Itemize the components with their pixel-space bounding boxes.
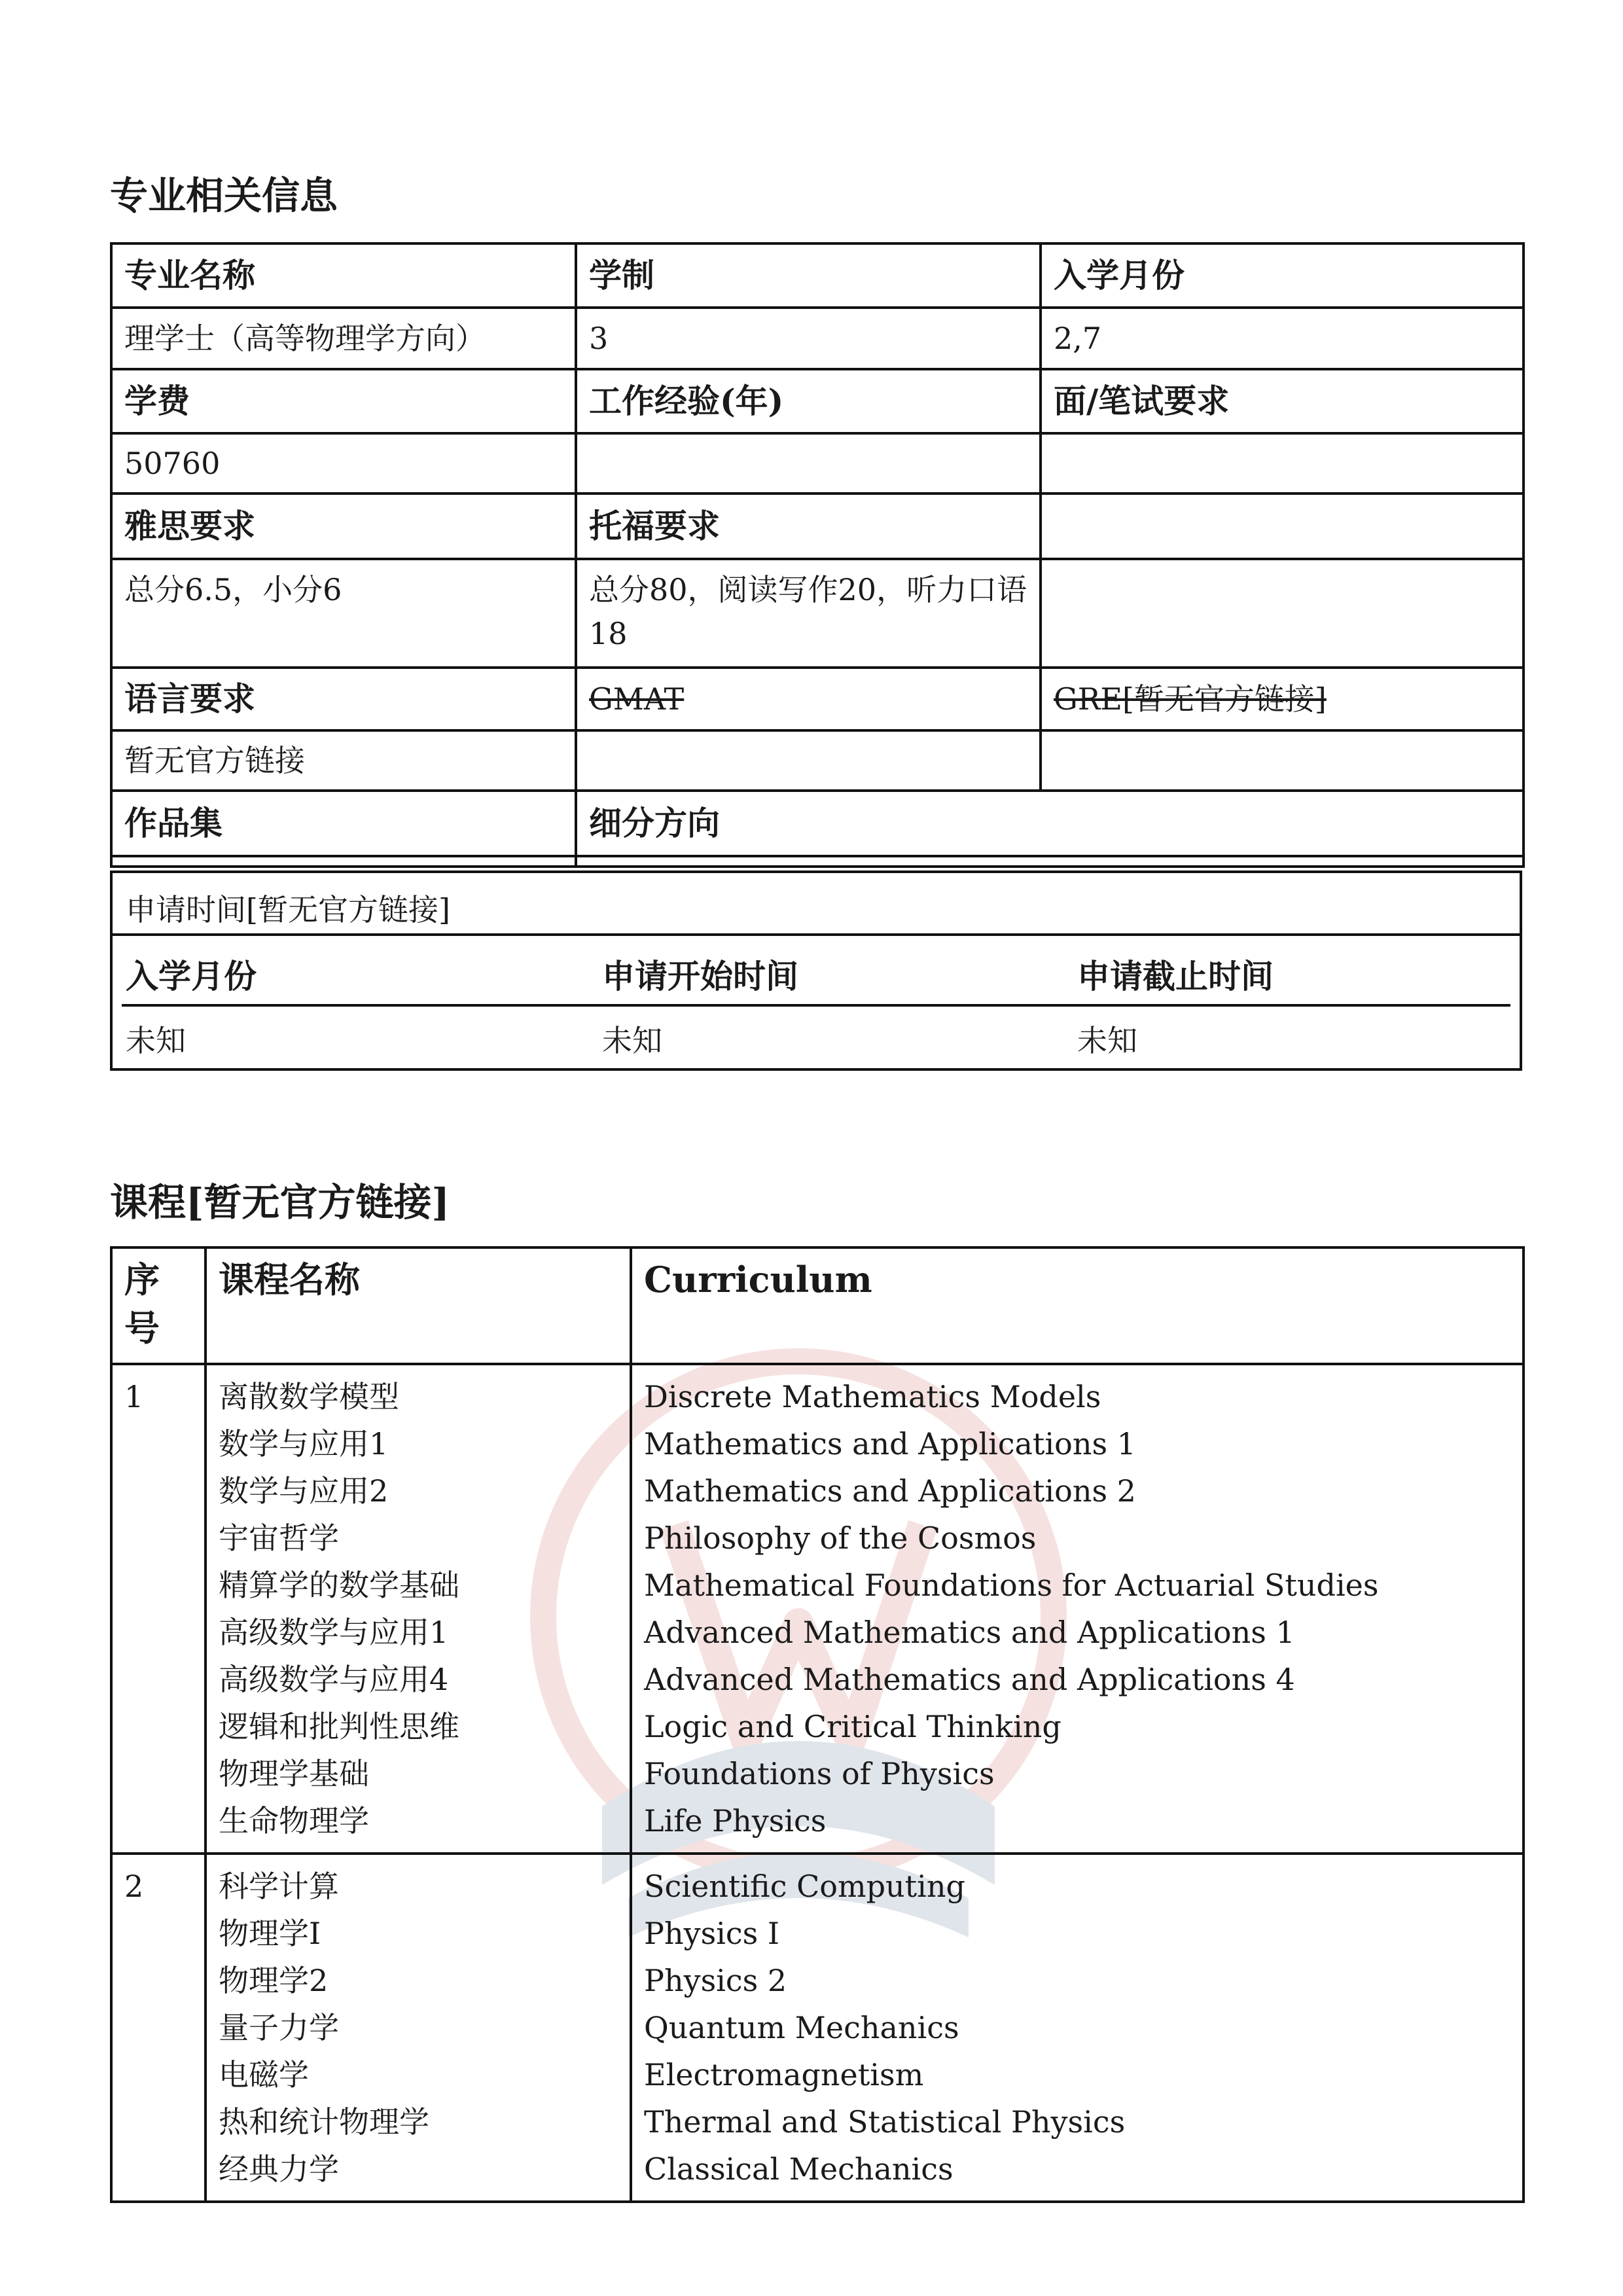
app-header-deadline: 申请截止时间: [1077, 957, 1274, 996]
list-item: 精算学的数学基础: [219, 1568, 459, 1603]
list-item: Mathematical Foundations for Actuarial Studies: [644, 1568, 1379, 1603]
header-empty: [1041, 493, 1524, 559]
header-language-requirement: 语言要求: [111, 668, 576, 730]
list-item: Thermal and Statistical Physics: [644, 2104, 1126, 2140]
list-item: 科学计算: [219, 1869, 339, 1904]
value-portfolio: [111, 856, 576, 867]
list-item: 物理学2: [219, 1963, 329, 1998]
list-item: 物理学I: [219, 1916, 321, 1951]
list-item: 离散数学模型: [219, 1379, 399, 1414]
list-item: Philosophy of the Cosmos: [644, 1520, 1037, 1556]
app-value-intake-month: 未知: [126, 1023, 186, 1058]
course-names-zh: [205, 1854, 631, 2202]
list-item: Logic and Critical Thinking: [644, 1709, 1061, 1744]
app-header-intake-month: 入学月份: [126, 957, 257, 996]
row-number: 1: [111, 1364, 205, 1854]
list-item: 量子力学: [219, 2010, 339, 2045]
list-item: Scientific Computing: [644, 1869, 965, 1904]
list-item: 经典力学: [219, 2151, 339, 2187]
course-names-en: [631, 1854, 1524, 2202]
major-info-table: [110, 242, 1525, 868]
list-item: Mathematics and Applications 2: [644, 1473, 1136, 1509]
value-major-name: 理学士（高等物理学方向）: [111, 308, 576, 369]
value-work-experience: [576, 433, 1041, 493]
value-sub-direction: [576, 856, 1524, 867]
list-item: 生命物理学: [219, 1803, 369, 1839]
header-work-experience: 工作经验(年): [576, 369, 1041, 433]
list-item: 电磁学: [219, 2057, 309, 2092]
app-value-start-time: 未知: [602, 1023, 662, 1058]
course-names-zh: [205, 1364, 631, 1854]
value-language-requirement: 暂无官方链接: [111, 730, 576, 791]
header-gmat: GMAT: [576, 668, 1041, 730]
header-portfolio: 作品集: [111, 791, 576, 856]
list-item: 逻辑和批判性思维: [219, 1709, 459, 1744]
list-item: Discrete Mathematics Models: [644, 1379, 1101, 1414]
list-item: 高级数学与应用1: [219, 1615, 449, 1650]
list-item: Physics 2: [644, 1963, 787, 1998]
value-duration: 3: [576, 308, 1041, 369]
header-duration: 学制: [576, 243, 1041, 308]
list-item: Electromagnetism: [644, 2057, 924, 2092]
list-item: Physics I: [644, 1916, 780, 1951]
app-value-deadline: 未知: [1077, 1023, 1137, 1058]
list-item: Foundations of Physics: [644, 1756, 995, 1791]
header-toefl: 托福要求: [576, 493, 1041, 559]
header-tuition: 学费: [111, 369, 576, 433]
row-number: 2: [111, 1854, 205, 2202]
header-major-name: 专业名称: [111, 243, 576, 308]
list-item: Advanced Mathematics and Applications 1: [644, 1615, 1295, 1650]
list-item: 数学与应用2: [219, 1473, 389, 1509]
header-curriculum: Curriculum: [631, 1247, 1524, 1364]
value-gre: [1041, 730, 1524, 791]
divider: [113, 933, 1520, 936]
list-item: Life Physics: [644, 1803, 827, 1839]
value-ielts: 总分6.5，小分6: [111, 559, 576, 668]
list-item: 物理学基础: [219, 1756, 369, 1791]
value-intake-month: 2,7: [1041, 308, 1524, 369]
header-ielts: 雅思要求: [111, 493, 576, 559]
header-number: 序号: [111, 1247, 205, 1364]
app-header-start-time: 申请开始时间: [602, 957, 798, 996]
list-item: 热和统计物理学: [219, 2104, 429, 2140]
header-sub-direction: 细分方向: [576, 791, 1524, 856]
section-title-major-info: 专业相关信息: [110, 173, 338, 218]
application-time-box: [110, 870, 1522, 1071]
list-item: Advanced Mathematics and Applications 4: [644, 1662, 1295, 1697]
course-names-en: [631, 1364, 1524, 1854]
value-empty: [1041, 559, 1524, 668]
header-interview-requirement: 面/笔试要求: [1041, 369, 1524, 433]
value-gmat: [576, 730, 1041, 791]
value-interview-requirement: [1041, 433, 1524, 493]
section-title-courses: 课程[暂无官方链接]: [110, 1180, 450, 1225]
list-item: 数学与应用1: [219, 1426, 389, 1462]
header-course-name: 课程名称: [205, 1247, 631, 1364]
list-item: Mathematics and Applications 1: [644, 1426, 1136, 1462]
header-gre: GRE[暂无官方链接]: [1041, 668, 1524, 730]
divider: [122, 1004, 1510, 1007]
list-item: 高级数学与应用4: [219, 1662, 449, 1697]
list-item: Quantum Mechanics: [644, 2010, 959, 2045]
table-row: [111, 1364, 1524, 1854]
application-time-title: 申请时间[暂无官方链接]: [126, 892, 450, 927]
value-tuition: 50760: [111, 433, 576, 493]
list-item: Classical Mechanics: [644, 2151, 954, 2187]
list-item: 宇宙哲学: [219, 1520, 339, 1556]
table-row: [111, 1854, 1524, 2202]
value-toefl: 总分80，阅读写作20，听力口语18: [576, 559, 1041, 668]
header-intake-month: 入学月份: [1041, 243, 1524, 308]
course-table: [110, 1246, 1525, 2203]
